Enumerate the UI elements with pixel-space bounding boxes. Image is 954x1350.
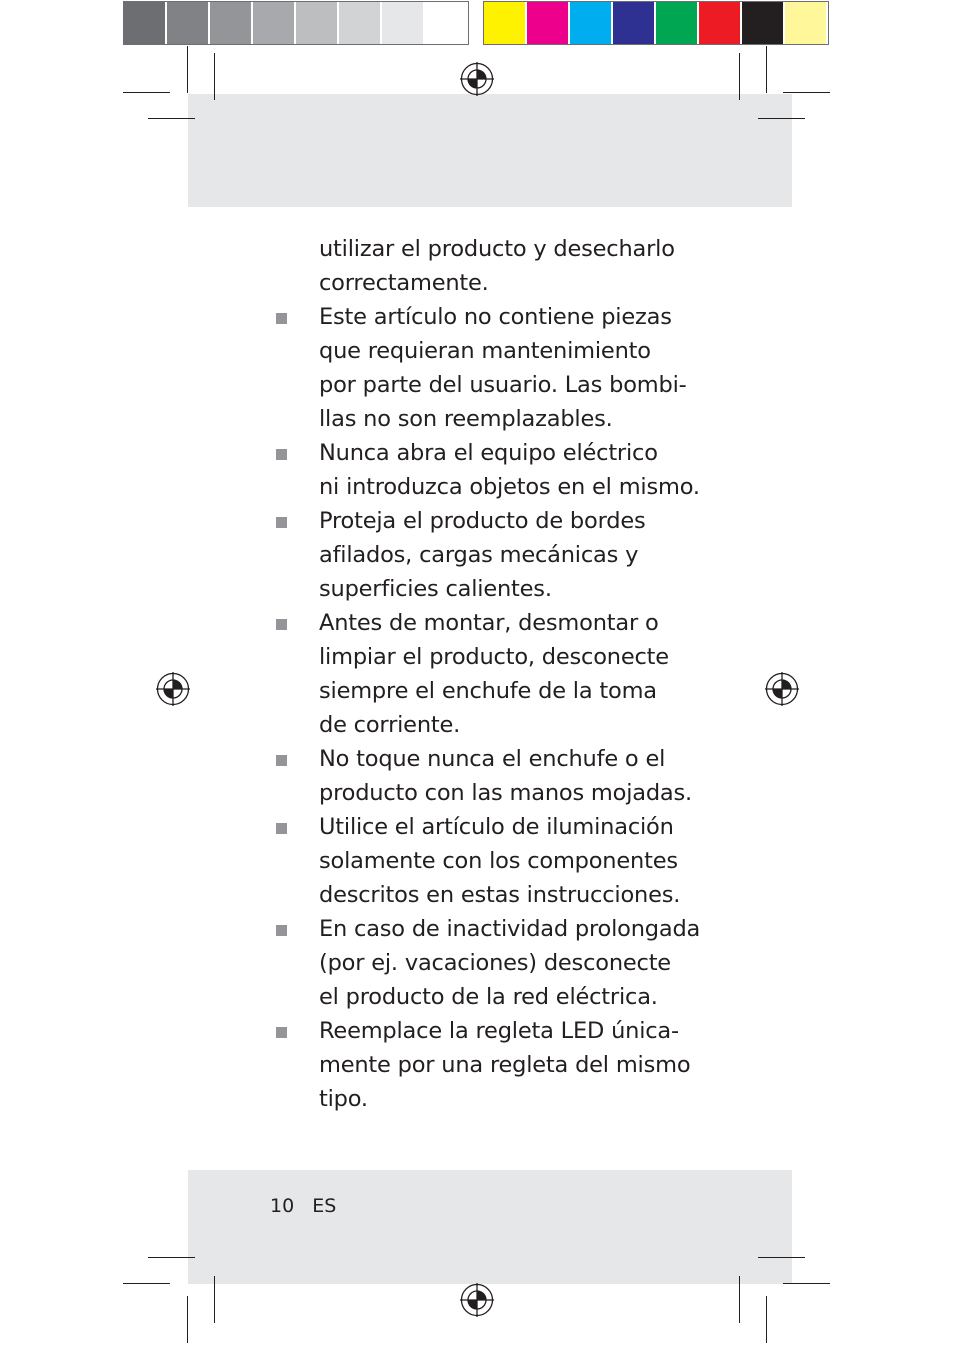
- square-bullet-icon: [276, 313, 287, 324]
- color-swatch: [167, 2, 208, 44]
- page-footer: [270, 1194, 336, 1218]
- text-line: Proteja el producto de bordes: [319, 508, 646, 534]
- crop-mark: [187, 1296, 188, 1343]
- grayscale-color-bar: [123, 1, 469, 45]
- text-line: No toque nunca el enchufe o el: [319, 746, 666, 772]
- text-line: que requieran mantenimiento: [319, 338, 651, 364]
- list-item: [319, 1014, 691, 1116]
- text-line: por parte del usuario. Las bombi-: [319, 372, 687, 398]
- crop-mark: [187, 46, 188, 93]
- color-swatch: [570, 2, 611, 44]
- color-swatch: [742, 2, 783, 44]
- registration-target-icon: [156, 672, 190, 706]
- list-item: [319, 504, 679, 606]
- list-item: [319, 436, 700, 504]
- crop-mark: [148, 1257, 195, 1258]
- color-swatch: [785, 2, 826, 44]
- color-swatch: [339, 2, 380, 44]
- square-bullet-icon: [276, 449, 287, 460]
- text-line: Nunca abra el equipo eléctrico: [319, 440, 658, 466]
- list-item: [319, 810, 679, 912]
- list-item: [319, 742, 692, 810]
- crop-mark: [739, 53, 740, 100]
- text-line: de corriente.: [319, 712, 461, 738]
- list-item: [319, 300, 687, 436]
- square-bullet-icon: [276, 823, 287, 834]
- crop-mark: [766, 46, 767, 93]
- square-bullet-icon: [276, 1027, 287, 1038]
- text-line: siempre el enchufe de la toma: [319, 678, 657, 704]
- registration-target-icon: [460, 62, 494, 96]
- crop-mark: [758, 118, 805, 119]
- text-line: Reemplace la regleta LED única-: [319, 1018, 679, 1044]
- text-line: Antes de montar, desmontar o: [319, 610, 659, 636]
- color-swatch: [124, 2, 165, 44]
- color-swatch: [699, 2, 740, 44]
- text-line: (por ej. vacaciones) desconecte: [319, 950, 671, 976]
- list-item: [319, 606, 679, 742]
- crop-mark: [214, 1276, 215, 1323]
- text-line: limpiar el producto, desconecte: [319, 644, 669, 670]
- text-line: solamente con los componentes: [319, 848, 678, 874]
- text-line: afilados, cargas mecánicas y: [319, 542, 639, 568]
- crop-mark: [123, 92, 170, 93]
- square-bullet-icon: [276, 517, 287, 528]
- crop-mark: [766, 1296, 767, 1343]
- text-line: producto con las manos mojadas.: [319, 780, 692, 806]
- color-swatch: [484, 2, 525, 44]
- crop-mark: [214, 53, 215, 100]
- text-line: llas no son reemplazables.: [319, 406, 613, 432]
- language-code: ES: [312, 1195, 337, 1217]
- crop-mark: [148, 118, 195, 119]
- safety-instructions: [319, 232, 701, 1116]
- color-swatch: [425, 2, 466, 44]
- text-line: Utilice el artículo de iluminación: [319, 814, 674, 840]
- footer-panel: [188, 1170, 792, 1284]
- text-line: correctamente.: [319, 270, 489, 296]
- color-swatch: [253, 2, 294, 44]
- registration-target-icon: [765, 672, 799, 706]
- color-swatch: [527, 2, 568, 44]
- text-line: Este artículo no contiene piezas: [319, 304, 672, 330]
- page-number: 10: [270, 1195, 295, 1217]
- text-line: superficies calientes.: [319, 576, 552, 602]
- crop-mark: [758, 1257, 805, 1258]
- text-line: descritos en estas instrucciones.: [319, 882, 681, 908]
- color-swatch: [210, 2, 251, 44]
- color-swatch: [296, 2, 337, 44]
- header-panel: [188, 94, 792, 207]
- text-line: mente por una regleta del mismo: [319, 1052, 691, 1078]
- square-bullet-icon: [276, 925, 287, 936]
- color-swatch: [656, 2, 697, 44]
- crop-mark: [783, 1283, 830, 1284]
- registration-target-icon: [460, 1283, 494, 1317]
- crop-mark: [123, 1283, 170, 1284]
- text-line: tipo.: [319, 1086, 368, 1112]
- square-bullet-icon: [276, 619, 287, 630]
- square-bullet-icon: [276, 755, 287, 766]
- text-line: En caso de inactividad prolongada: [319, 916, 701, 942]
- color-swatch: [382, 2, 423, 44]
- continued-paragraph: [319, 232, 679, 300]
- list-item: [319, 912, 701, 1014]
- color-swatch: [613, 2, 654, 44]
- crop-mark: [783, 92, 830, 93]
- process-color-bar: [483, 1, 829, 45]
- crop-mark: [739, 1276, 740, 1323]
- text-line: el producto de la red eléctrica.: [319, 984, 658, 1010]
- text-line: ni introduzca objetos en el mismo.: [319, 474, 700, 500]
- text-line: utilizar el producto y desecharlo: [319, 236, 675, 262]
